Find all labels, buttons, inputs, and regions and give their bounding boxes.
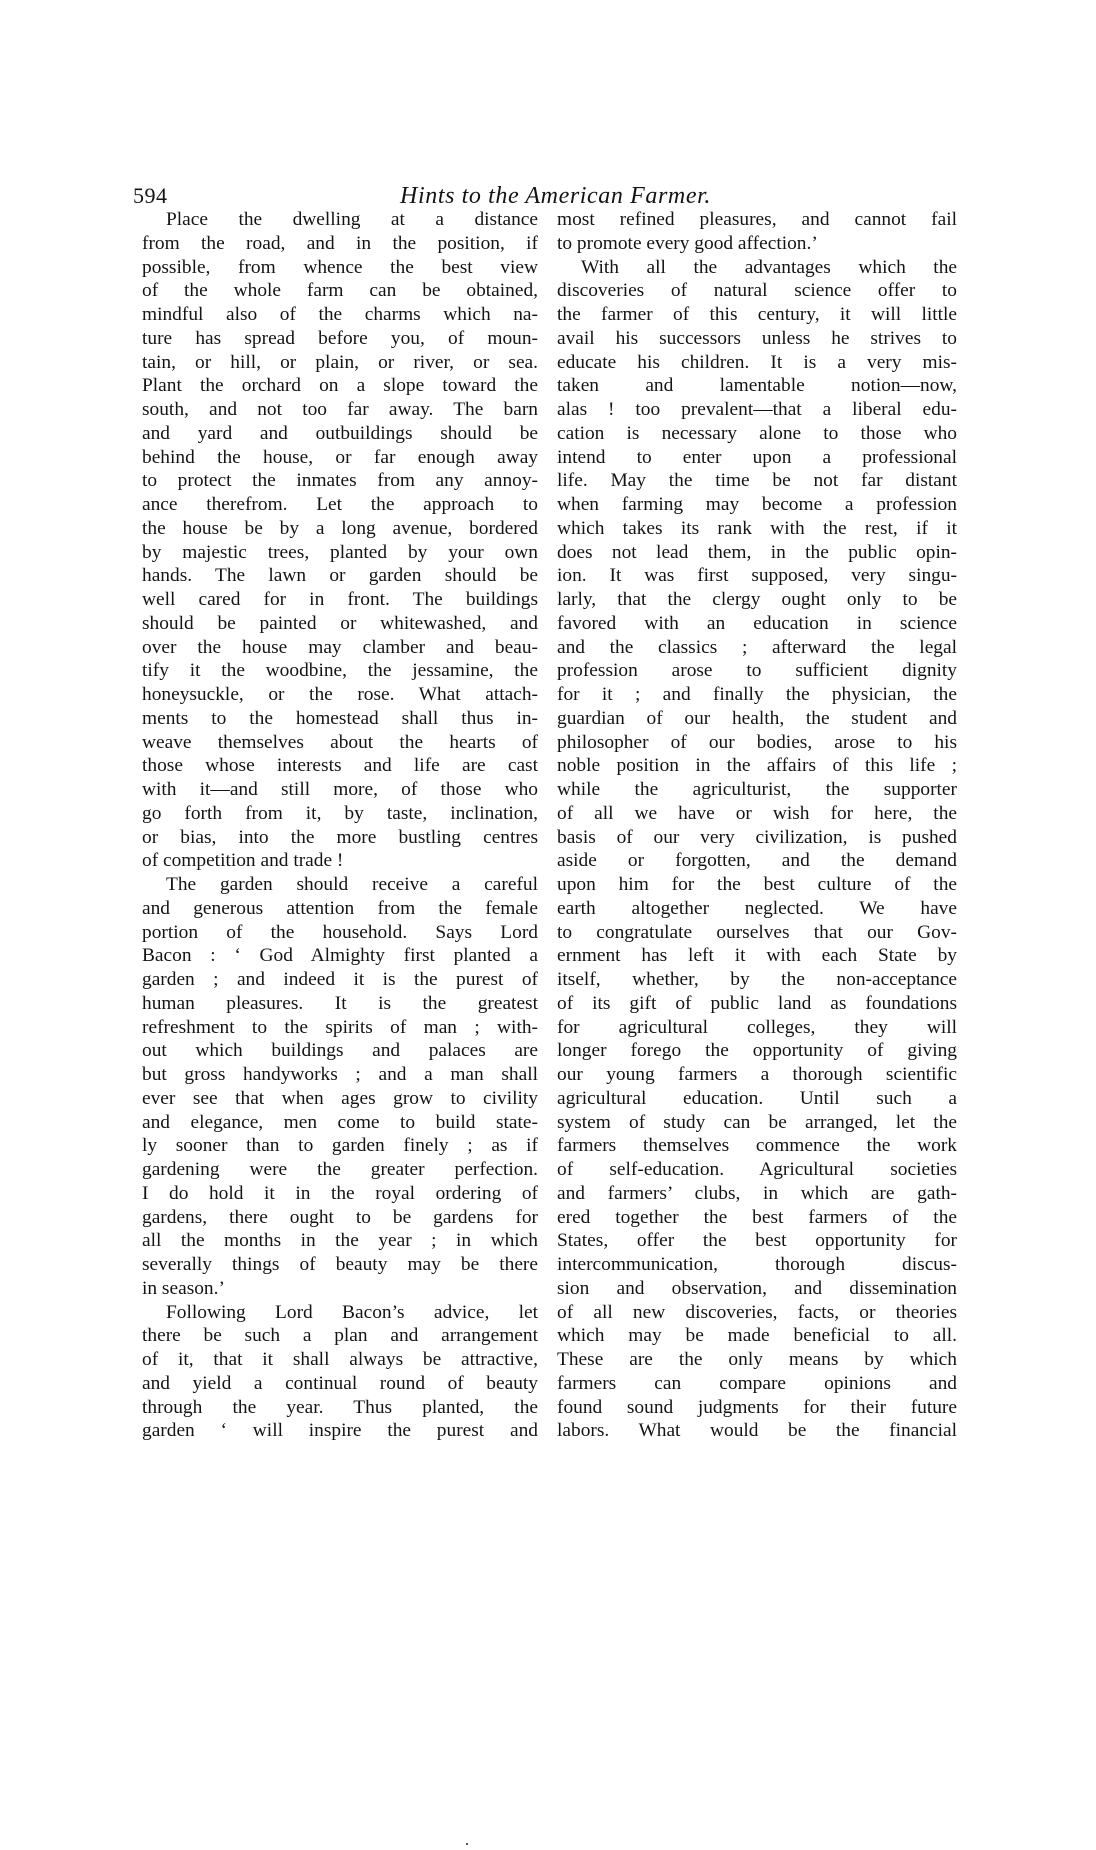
text-line: the farmer of this century, it will little bbox=[557, 304, 957, 325]
text-line: the house be by a long avenue, bordered bbox=[142, 517, 538, 539]
text-line: sion and observation, and dissemination bbox=[557, 1277, 957, 1299]
text-line: favored with an education in science bbox=[557, 612, 957, 634]
text-line: human pleasures. It is the greatest bbox=[142, 992, 538, 1014]
text-line: States, offer the best opportunity for bbox=[557, 1230, 957, 1252]
text-line: portion of the household. Says Lord bbox=[142, 921, 538, 943]
text-line: taken and lamentable notion—now, bbox=[557, 375, 957, 397]
text-line: The garden should receive a careful bbox=[166, 874, 538, 895]
text-line: guardian of our health, the student and bbox=[557, 707, 957, 729]
text-line: ernment has left it with each State by bbox=[557, 945, 957, 967]
text-line: refreshment to the spirits of man ; with- bbox=[142, 1016, 538, 1038]
text-line: mindful also of the charms which na- bbox=[142, 304, 538, 325]
text-line: Place the dwelling at a distance bbox=[166, 209, 538, 230]
text-line: tify it the woodbine, the jessamine, the bbox=[142, 660, 538, 682]
text-line: profession arose to sufficient dignity bbox=[557, 660, 957, 682]
text-line: ever see that when ages grow to civility bbox=[142, 1087, 538, 1109]
text-line: longer forego the opportunity of giving bbox=[557, 1040, 957, 1062]
text-line: or bias, into the more bustling centres bbox=[142, 826, 538, 848]
text-line: and farmers’ clubs, in which are gath- bbox=[557, 1182, 957, 1204]
text-line: tain, or hill, or plain, or river, or sea. bbox=[142, 351, 538, 373]
text-line: over the house may clamber and beau- bbox=[142, 636, 538, 658]
text-line: well cared for in front. The buildings bbox=[142, 589, 538, 610]
text-line: to congratulate ourselves that our Gov- bbox=[557, 921, 957, 943]
right-column bbox=[557, 208, 957, 1443]
text-line: for it ; and finally the physician, the bbox=[557, 684, 957, 705]
scan-speck bbox=[466, 1843, 468, 1845]
text-line: all the months in the year ; in which bbox=[142, 1230, 538, 1252]
text-line: our young farmers a thorough scientific bbox=[557, 1064, 957, 1085]
text-line: discoveries of natural science offer to bbox=[557, 280, 957, 302]
text-line: found sound judgments for their future bbox=[557, 1396, 957, 1418]
text-line: educate his children. It is a very mis- bbox=[557, 351, 957, 373]
text-line: while the agriculturist, the supporter bbox=[557, 779, 957, 800]
text-line: gardening were the greater perfection. bbox=[142, 1159, 538, 1180]
text-line: ered together the best farmers of the bbox=[557, 1206, 957, 1228]
text-line: hands. The lawn or garden should be bbox=[142, 565, 538, 587]
text-line: when farming may become a profession bbox=[557, 494, 957, 515]
text-line: labors. What would be the financial bbox=[557, 1420, 957, 1442]
text-line: of self-education. Agricultural societies bbox=[557, 1159, 957, 1180]
text-line: philosopher of our bodies, arose to his bbox=[557, 731, 957, 753]
text-line: which takes its rank with the rest, if it bbox=[557, 517, 957, 539]
text-line: and elegance, men come to build state- bbox=[142, 1111, 538, 1133]
left-column bbox=[142, 208, 538, 1443]
text-line: there be such a plan and arrangement bbox=[142, 1325, 538, 1347]
text-line: ly sooner than to garden finely ; as if bbox=[142, 1135, 538, 1157]
text-line: gardens, there ought to be gardens for bbox=[142, 1206, 538, 1228]
running-title: Hints to the American Farmer. bbox=[400, 183, 711, 209]
text-line: severally things of beauty may be there bbox=[142, 1254, 538, 1275]
text-line: in season.’ bbox=[142, 1277, 225, 1299]
text-line: for agricultural colleges, they will bbox=[557, 1016, 957, 1038]
text-line: intercommunication, thorough discus- bbox=[557, 1254, 957, 1275]
text-line: intend to enter upon a professional bbox=[557, 446, 957, 468]
text-line: and yard and outbuildings should be bbox=[142, 422, 538, 444]
text-line: ture has spread before you, of moun- bbox=[142, 327, 538, 349]
text-line: and yield a continual round of beauty bbox=[142, 1372, 538, 1394]
text-line: larly, that the clergy ought only to be bbox=[557, 589, 957, 610]
text-line: of the whole farm can be obtained, bbox=[142, 280, 538, 302]
text-line: honeysuckle, or the rose. What attach- bbox=[142, 684, 538, 705]
text-line: system of study can be arranged, let the bbox=[557, 1111, 957, 1133]
text-line: weave themselves about the hearts of bbox=[142, 731, 538, 753]
text-line: to promote every good affection.’ bbox=[557, 232, 818, 254]
text-line: aside or forgotten, and the demand bbox=[557, 850, 957, 872]
text-line: out which buildings and palaces are bbox=[142, 1040, 538, 1062]
text-line: life. May the time be not far distant bbox=[557, 470, 957, 492]
text-line: by majestic trees, planted by your own bbox=[142, 541, 538, 563]
text-line: ments to the homestead shall thus in- bbox=[142, 707, 538, 729]
text-line: These are the only means by which bbox=[557, 1349, 957, 1370]
text-line: garden ; and indeed it is the purest of bbox=[142, 969, 538, 990]
text-line: behind the house, or far enough away bbox=[142, 446, 538, 468]
text-line: which may be made beneficial to all. bbox=[557, 1325, 957, 1347]
text-line: ion. It was first supposed, very singu- bbox=[557, 565, 957, 587]
text-line: noble position in the affairs of this life ; bbox=[557, 755, 957, 777]
text-line: avail his successors unless he strives to bbox=[557, 327, 957, 349]
text-line: of its gift of public land as foundations bbox=[557, 992, 957, 1014]
text-line: itself, whether, by the non-acceptance bbox=[557, 969, 957, 990]
text-line: those whose interests and life are cast bbox=[142, 755, 538, 777]
text-line: of competition and trade ! bbox=[142, 850, 344, 872]
text-line: agricultural education. Until such a bbox=[557, 1087, 957, 1109]
text-line: farmers can compare opinions and bbox=[557, 1372, 957, 1394]
text-line: south, and not too far away. The barn bbox=[142, 399, 538, 420]
text-line: possible, from whence the best view bbox=[142, 256, 538, 278]
text-line: of it, that it shall always be attractive, bbox=[142, 1349, 538, 1370]
text-line: with it—and still more, of those who bbox=[142, 779, 538, 800]
text-line: With all the advantages which the bbox=[581, 256, 957, 278]
text-line: and the classics ; afterward the legal bbox=[557, 636, 957, 658]
text-line: go forth from it, by taste, inclination, bbox=[142, 802, 538, 824]
text-line: Following Lord Bacon’s advice, let bbox=[166, 1301, 538, 1323]
text-line: I do hold it in the royal ordering of bbox=[142, 1182, 538, 1204]
text-line: from the road, and in the position, if bbox=[142, 232, 538, 254]
page-number: 594 bbox=[133, 183, 168, 208]
text-line: Bacon : ‘ God Almighty first planted a bbox=[142, 945, 538, 967]
text-line: cation is necessary alone to those who bbox=[557, 422, 957, 444]
text-line: of all new discoveries, facts, or theories bbox=[557, 1301, 957, 1323]
text-line: earth altogether neglected. We have bbox=[557, 897, 957, 919]
text-line: should be painted or whitewashed, and bbox=[142, 612, 538, 634]
text-line: farmers themselves commence the work bbox=[557, 1135, 957, 1157]
text-line: Plant the orchard on a slope toward the bbox=[142, 375, 538, 397]
text-line: alas ! too prevalent—that a liberal edu- bbox=[557, 399, 957, 420]
text-line: upon him for the best culture of the bbox=[557, 874, 957, 895]
text-line: but gross handyworks ; and a man shall bbox=[142, 1064, 538, 1085]
text-line: of all we have or wish for here, the bbox=[557, 802, 957, 824]
text-line: basis of our very civilization, is pushed bbox=[557, 826, 957, 848]
text-line: through the year. Thus planted, the bbox=[142, 1396, 538, 1418]
text-line: does not lead them, in the public opin- bbox=[557, 541, 957, 563]
text-line: ance therefrom. Let the approach to bbox=[142, 494, 538, 515]
text-line: to protect the inmates from any annoy- bbox=[142, 470, 538, 492]
text-line: and generous attention from the female bbox=[142, 897, 538, 919]
text-line: most refined pleasures, and cannot fail bbox=[557, 209, 957, 230]
text-line: garden ‘ will inspire the purest and bbox=[142, 1420, 538, 1442]
